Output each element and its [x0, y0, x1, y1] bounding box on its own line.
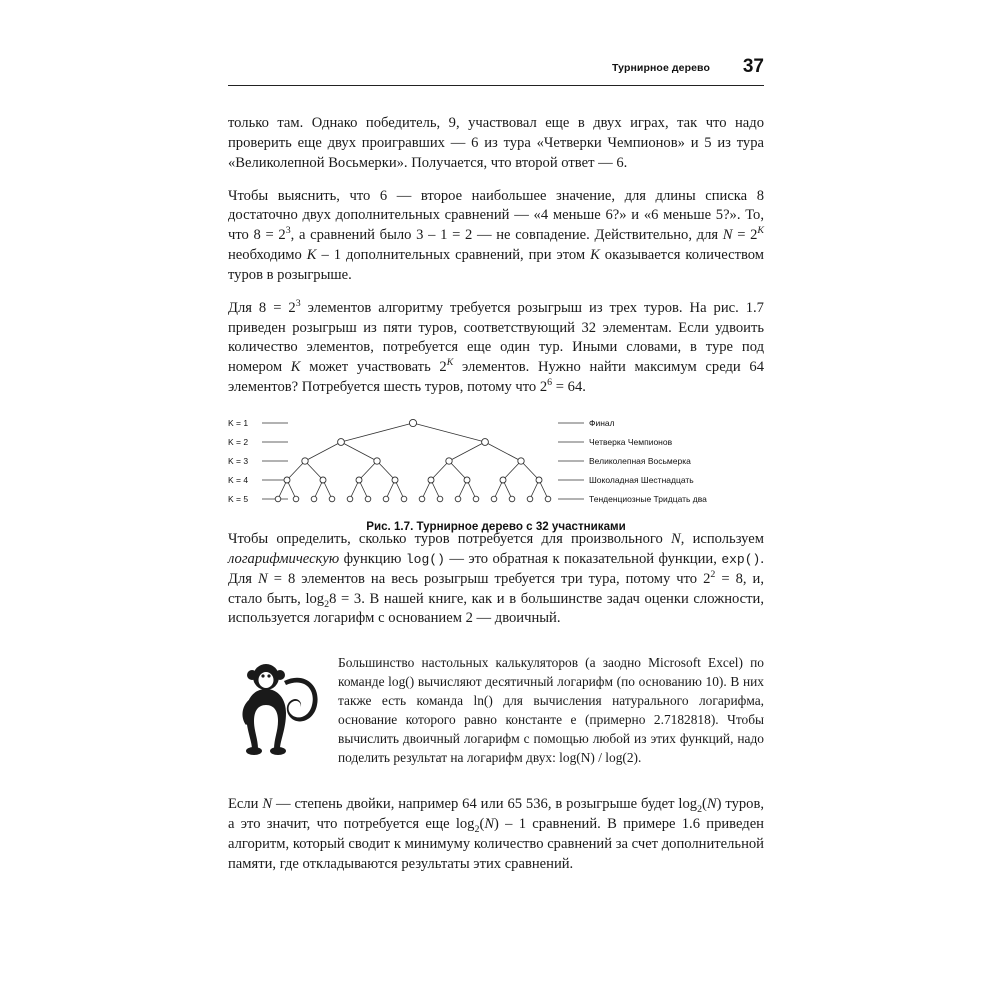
- p2-seg-j: оказывается количеством туров в розыгрыше.: [228, 247, 764, 283]
- paragraph-1: [228, 114, 764, 174]
- tree-node: [545, 496, 551, 502]
- tree-node: [320, 477, 326, 483]
- p4-seg-i: . Для: [228, 550, 764, 587]
- tree-node: [536, 477, 542, 483]
- paragraph-3: [228, 299, 764, 398]
- level-label-5: K = 5: [228, 493, 249, 504]
- p3-sup-3: 3: [295, 297, 301, 309]
- p5-seg-c: — степень двойки, например 64 или 65 536, в розыгрыше будет log: [272, 796, 698, 813]
- p4-seg-c: , используем: [680, 530, 764, 547]
- page-content: [228, 58, 764, 888]
- paragraph-1-text: только там. Однако победитель, 9, участвовал еще в двух играх, так что надо проверить еще двух проигравших — 6 из тура «Четверки Чемпионов» и 5 из тура «Великолепной Восьмерки». Получается, что второй ответ — 6.: [228, 115, 764, 171]
- tree-node: [374, 458, 380, 464]
- right-label-5: Тенденциозные Тридцать два: [589, 493, 707, 504]
- tree-node: [311, 496, 317, 502]
- right-label-2: Четверка Чемпионов: [589, 436, 673, 447]
- right-label-4: Шоколадная Шестнадцать: [589, 474, 694, 485]
- p5-var-n: N: [262, 796, 273, 813]
- header-chapter-title: Турнирное дерево: [612, 62, 710, 74]
- p2-sup-k: K: [757, 225, 765, 237]
- tree-node: [491, 496, 497, 502]
- tree-node: [392, 477, 398, 483]
- figure-caption-text: Турнирное дерево с 32 участниками: [416, 519, 626, 533]
- p4-seg-g: — это обратная к показательной функции,: [444, 550, 722, 567]
- tree-node: [365, 496, 371, 502]
- level-label-4: K = 4: [228, 474, 249, 485]
- tree-node: [518, 458, 524, 464]
- figure-level-labels: [228, 418, 248, 504]
- figure-right-labels: [589, 418, 707, 504]
- p2-sup-3: 3: [285, 225, 291, 237]
- p5-seg-i: (: [479, 816, 485, 833]
- p4-code-log: log(): [405, 551, 445, 567]
- tree-node: [383, 496, 389, 502]
- tree-node: [509, 496, 515, 502]
- p4-term-log: логарифмическую: [228, 550, 340, 567]
- p5-var-n3: N: [484, 816, 495, 833]
- figure-caption-number: Рис. 1.7.: [366, 519, 414, 533]
- p4-sup-2: 2: [710, 568, 716, 580]
- tree-node: [437, 496, 443, 502]
- tree-node: [455, 496, 461, 502]
- running-header: [228, 58, 764, 92]
- p3-seg-a: Для 8 = 2: [228, 299, 296, 316]
- level-label-3: K = 3: [228, 455, 249, 466]
- right-label-1: Финал: [589, 417, 615, 428]
- tree-node: [527, 496, 533, 502]
- leader-mask: [288, 414, 538, 509]
- p4-sub-2: 2: [324, 598, 330, 610]
- p5-sub-2b: 2: [474, 823, 480, 835]
- figure-right-leaders: [558, 423, 584, 499]
- p2-seg-b: , а сравнений было 3 – 1 = 2 — не совпадение. Действительно, для: [290, 227, 723, 244]
- level-label-1: K = 1: [228, 417, 249, 428]
- tree-node: [428, 477, 434, 483]
- p2-var-k1: K: [306, 247, 317, 264]
- right-label-3: Великолепная Восьмерка: [589, 455, 691, 466]
- note-callout: [228, 653, 764, 773]
- p3-seg-h: = 64.: [552, 379, 586, 396]
- tree-node: [284, 477, 290, 483]
- tree-node: [401, 496, 407, 502]
- p3-seg-d: может участвовать 2: [300, 359, 447, 376]
- p2-seg-h: – 1 дополнительных сравнений, при этом: [316, 247, 591, 264]
- tree-node: [293, 496, 299, 502]
- tree-node: [302, 458, 308, 464]
- paragraph-4: [228, 530, 764, 629]
- p3-seg-b: элементов алгоритму требуется розыгрыш из трех туров. На рис. 1.7 приведен розыгрыш из пяти туров, соответствующий 32 элементам. Если удвоить количество элементов, потребуется еще один тур. Иными словами, в туре под номером: [228, 299, 764, 376]
- tree-node: [347, 496, 353, 502]
- p2-seg-a: Чтобы выяснить, что 6 — второе наибольшее значение, для длины списка 8 достаточно двух дополнительных сравнений — «4 меньше 6?» и «6 меньше 5?». То, что 8 = 2: [228, 187, 764, 244]
- p5-seg-e: (: [702, 796, 707, 813]
- p5-var-n2: N: [706, 796, 717, 813]
- page-number: 37: [742, 56, 764, 77]
- p2-var-n: N: [722, 227, 733, 244]
- tree-node: [338, 439, 345, 446]
- note-text: Большинство настольных калькуляторов (а заодно Microsoft Excel) по команде log() вычисляют десятичный логарифм (по основанию 10). В них также есть команда ln() для вычисления натурального логарифма, основание которого равно константе e (примерно 2.7182818). Чтобы вычислить двоичный логарифм с помощью любой из этих функций, надо поделить результат на логарифм двух: log(N) / log(2).: [338, 655, 764, 766]
- tree-node: [446, 458, 452, 464]
- p4-seg-a: Чтобы определить, сколько туров потребуется для произвольного: [228, 530, 672, 547]
- p5-seg-a: Если: [228, 796, 263, 813]
- p3-seg-f: элементов. Нужно найти максимум среди 64 элементов? Потребуется шесть туров, потому что 2: [228, 359, 765, 396]
- paragraph-5: [228, 795, 764, 874]
- p4-seg-o: 8 = 3. В нашей книге, как и в большинстве задач оценки сложности, используется логарифм с основанием 2 — двоичный.: [228, 590, 764, 627]
- p4-seg-m: = 8, и, стало быть, log: [228, 570, 764, 607]
- p3-var-k: K: [290, 359, 301, 376]
- p5-sub-2a: 2: [697, 804, 703, 816]
- p2-seg-d: = 2: [732, 227, 758, 244]
- figure-caption: [228, 520, 764, 533]
- tree-node: [482, 439, 489, 446]
- p5-seg-k: ) – 1 сравнений. В примере 1.6 приведен алгоритм, который сводит к минимуму количество сравнений за счет дополнительной памяти, где откладываются результаты этих сравнений.: [228, 816, 764, 872]
- tree-node: [409, 419, 416, 426]
- tournament-tree-figure: [228, 414, 764, 533]
- tree-node: [473, 496, 479, 502]
- p4-seg-k: = 8 элементов на весь розыгрыш требуется три тура, потому что 2: [267, 570, 711, 587]
- p3-sup-6: 6: [547, 377, 553, 389]
- p4-code-exp: exp(): [721, 551, 761, 567]
- header-divider: [228, 85, 764, 86]
- monkey-icon: [234, 655, 320, 763]
- p3-sup-k: K: [446, 357, 454, 369]
- tree-node: [356, 477, 362, 483]
- tree-node: [500, 477, 506, 483]
- p2-var-k2: K: [590, 247, 600, 264]
- tree-node: [419, 496, 425, 502]
- tree-node: [329, 496, 335, 502]
- tournament-tree-svg: [228, 414, 764, 514]
- p4-seg-e: функцию: [339, 550, 406, 567]
- tree-node: [275, 496, 281, 502]
- p5-seg-g: ) туров, а это значит, что потребуется еще log: [228, 796, 765, 833]
- paragraph-2: [228, 187, 764, 286]
- tree-node: [464, 477, 470, 483]
- level-label-2: K = 2: [228, 436, 249, 447]
- p4-var-n: N: [671, 530, 681, 547]
- p2-seg-f: необходимо: [228, 247, 307, 264]
- p4-var-n2: N: [257, 570, 268, 587]
